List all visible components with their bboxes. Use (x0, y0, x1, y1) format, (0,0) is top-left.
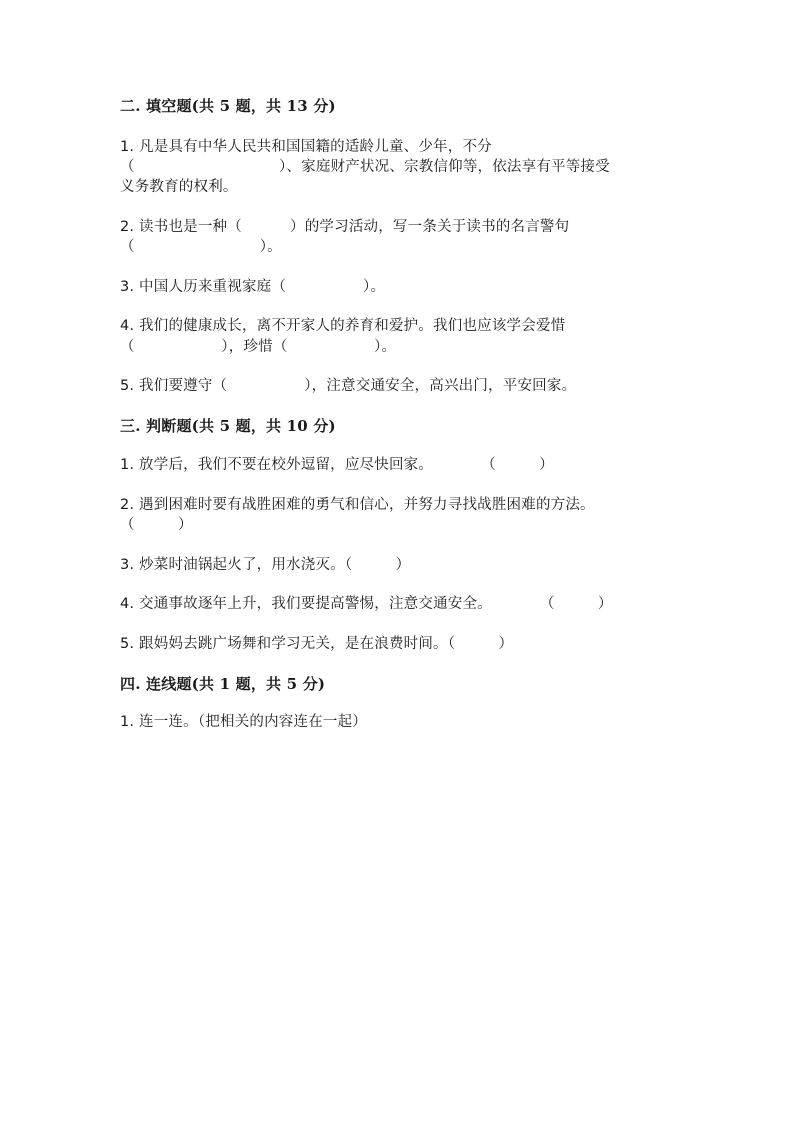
q3-2-line-1: 2. 遇到困难时要有战胜困难的勇气和信心，并努力寻找战胜困难的方法。 (120, 497, 595, 513)
section-heading-matching: 四. 连线题(共 1 题，共 5 分) (120, 675, 326, 693)
q3-5-line-1: 5. 跟妈妈去跳广场舞和学习无关，是在浪费时间。（ ） (120, 636, 514, 652)
q2-5-line-1: 5. 我们要遵守（ ），注意交通安全，高兴出门，平安回家。 (120, 378, 577, 394)
q2-1-line-2: （ ）、家庭财产状况、宗教信仰等，依法享有平等接受 (120, 159, 610, 175)
q2-3-line-1: 3. 中国人历来重视家庭（ ）。 (120, 279, 386, 295)
q3-3-line-1: 3. 炒菜时油锅起火了，用水浇灭。（ ） (120, 557, 411, 573)
q4-1-line-1: 1. 连一连。（把相关的内容连在一起） (120, 714, 367, 730)
q2-1-line-1: 1. 凡是具有中华人民共和国国籍的适龄儿童、少年，不分 (120, 139, 492, 155)
q2-2-line-2: （ ）。 (120, 239, 282, 255)
section-heading-fill-blank: 二. 填空题(共 5 题，共 13 分) (120, 97, 336, 115)
q2-2-line-1: 2. 读书也是一种（ ）的学习活动，写一条关于读书的名言警句 (120, 219, 570, 235)
section-heading-true-false: 三. 判断题(共 5 题，共 10 分) (120, 417, 336, 435)
q3-1-line-1: 1. 放学后，我们不要在校外逗留，应尽快回家。 （ ） (120, 457, 554, 473)
q2-4-line-2: （ ），珍惜（ ）。 (120, 339, 397, 355)
q2-1-line-3: 义务教育的权利。 (120, 179, 238, 195)
q3-2-line-2: （ ） (120, 517, 193, 533)
q3-4-line-1: 4. 交通事故逐年上升，我们要提高警惕，注意交通安全。 （ ） (120, 596, 613, 612)
q2-4-line-1: 4. 我们的健康成长，离不开家人的养育和爱护。我们也应该学会爱惜 (120, 318, 566, 334)
